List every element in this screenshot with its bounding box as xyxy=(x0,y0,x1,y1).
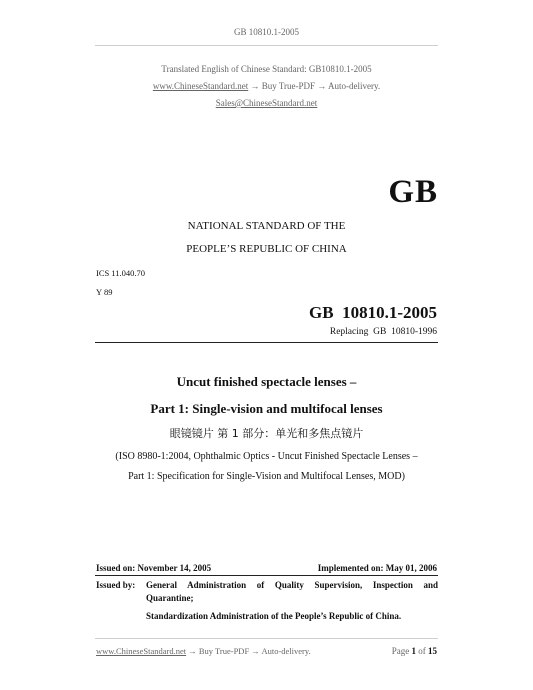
header-buy-line xyxy=(0,81,533,91)
issued-on-date: Issued on: November 14, 2005 xyxy=(96,563,212,573)
dates-divider xyxy=(95,575,438,576)
issued-by-line2: Quarantine; xyxy=(146,593,194,603)
implemented-on-date: Implemented on: May 01, 2006 xyxy=(317,563,437,573)
standard-number: GB 10810.1-2005 xyxy=(309,303,437,322)
issued-by-line1: General Administration of Quality Supervision, Inspection and xyxy=(146,580,438,590)
iso-reference-line2: Part 1: Specification for Single-Vision and Multifocal Lenses, MOD) xyxy=(128,471,405,482)
issued-by-label: Issued by: xyxy=(96,580,136,590)
document-title-chinese: 眼镜镜片 第 1 部分：单光和多焦点镜片 xyxy=(169,427,364,440)
iso-reference-line1: (ISO 8980-1:2004, Ophthalmic Optics - Uncut Finished Spectacle Lenses – xyxy=(115,451,418,462)
ics-code: ICS 11.040.70 xyxy=(96,268,146,278)
running-header: GB 10810.1-2005 xyxy=(234,27,299,37)
gb-logo: GB xyxy=(388,174,438,210)
document-title-line1: Uncut finished spectacle lenses – xyxy=(176,374,357,389)
footer-divider xyxy=(95,638,438,639)
page-current: 1 xyxy=(411,646,416,656)
email-line xyxy=(0,98,533,108)
page-of: of xyxy=(418,646,426,656)
footer-buy-text: → Buy True-PDF → Auto-delivery. xyxy=(188,646,311,656)
email-link[interactable]: Sales@ChineseStandard.net xyxy=(215,98,318,108)
buy-text: → Buy True-PDF → Auto-delivery. xyxy=(250,81,381,91)
document-title-line2: Part 1: Single-vision and multifocal lenses xyxy=(150,401,383,416)
footer-site-link[interactable]: www.ChineseStandard.net xyxy=(96,646,187,656)
replacing-note: Replacing GB 10810-1996 xyxy=(329,327,437,337)
national-standard-line2: PEOPLE’S REPUBLIC OF CHINA xyxy=(186,243,347,255)
page-indicator xyxy=(392,646,437,656)
national-standard-line1: NATIONAL STANDARD OF THE xyxy=(187,220,346,232)
header-divider xyxy=(95,45,438,46)
page-total: 15 xyxy=(428,646,437,656)
page-label: Page xyxy=(391,646,410,656)
issued-by-line3: Standardization Administration of the People’s Republic of China. xyxy=(146,611,402,621)
footer-buy-line xyxy=(96,646,311,656)
title-divider xyxy=(95,342,438,343)
site-link[interactable]: www.ChineseStandard.net xyxy=(152,81,249,91)
classification-code: Y 89 xyxy=(96,287,113,297)
translation-note: Translated English of Chinese Standard: GB10810.1-2005 xyxy=(161,64,372,74)
